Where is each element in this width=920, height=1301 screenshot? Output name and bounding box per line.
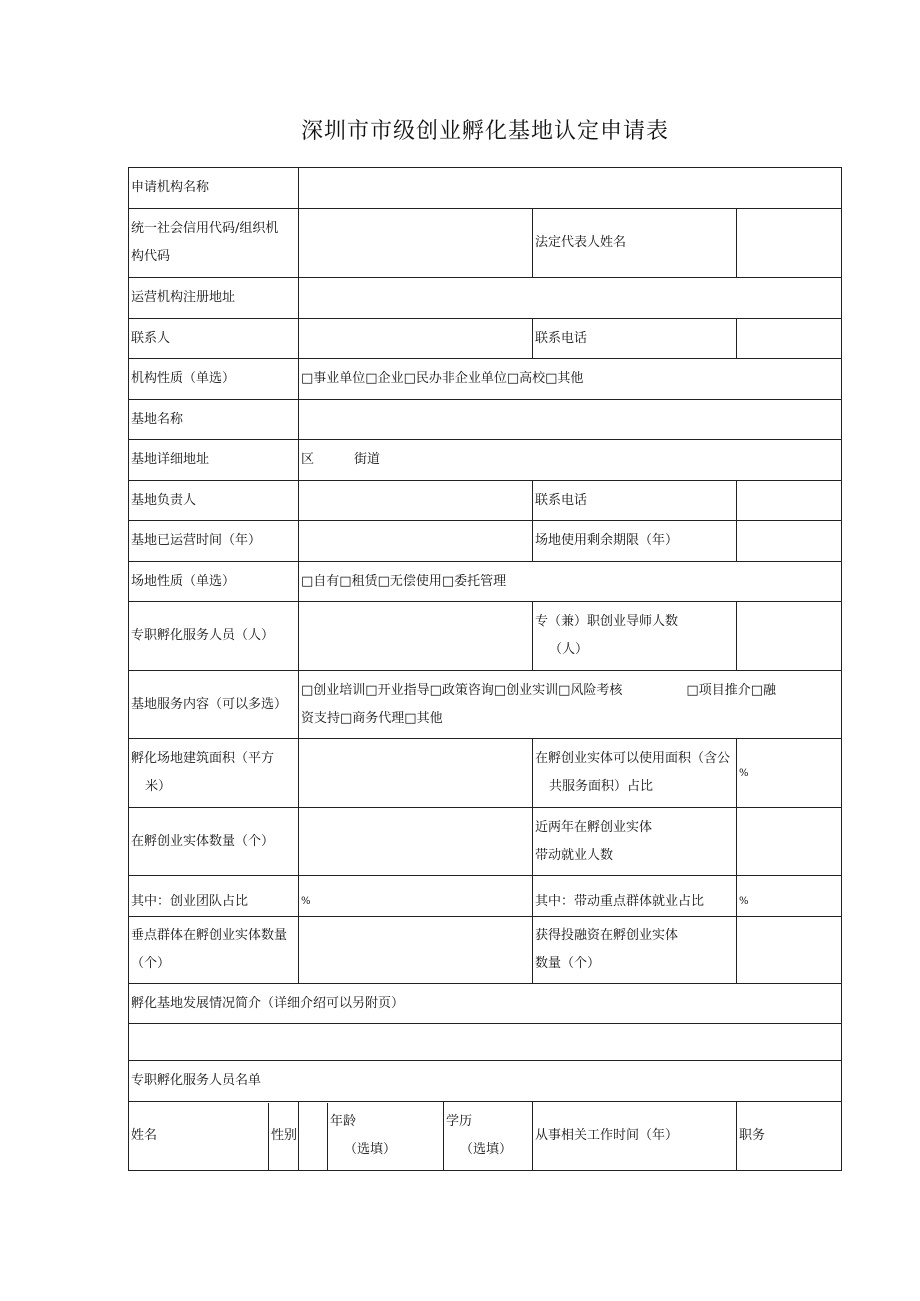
field-base-name[interactable] (299, 400, 842, 440)
field-credit-code[interactable] (299, 209, 533, 278)
field-key-group-ratio[interactable] (737, 876, 842, 917)
field-org-name[interactable] (299, 168, 842, 209)
page-title: 深圳市市级创业孵化基地认定申请表 (300, 119, 669, 144)
field-incubating-count[interactable] (299, 808, 533, 876)
row-services (129, 671, 842, 739)
header-age: 年龄 (330, 1114, 357, 1129)
row-ratios (129, 876, 842, 917)
row-staff-count (129, 602, 842, 671)
row-operating-years (129, 521, 842, 562)
row-reg-address (129, 278, 842, 319)
row-development-content (129, 1024, 842, 1061)
row-contact (129, 319, 842, 359)
field-base-phone[interactable] (737, 481, 842, 521)
label-contact-phone: 联系电话 (533, 319, 737, 359)
staff-name-cell (129, 1102, 299, 1171)
field-mentor-count[interactable] (737, 602, 842, 671)
row-incubating (129, 808, 842, 876)
staff-table-header (129, 1102, 842, 1171)
label-remaining-term: 场地使用剩余期限（年） (533, 521, 737, 562)
field-legal-rep[interactable] (737, 209, 842, 278)
label-staff-list: 专职孵化服务人员名单 (129, 1061, 842, 1102)
label-org-nature: 机构性质（单选） (129, 359, 299, 400)
label-credit-code: 统一社会信用代码/组织机 构代码 (129, 209, 299, 278)
header-education: 学历 （选填） (444, 1102, 533, 1171)
label-site-nature: 场地性质（单选） (129, 562, 299, 602)
percent-sign: % (739, 896, 749, 907)
header-name: 姓名 (131, 1128, 158, 1143)
field-reg-address[interactable] (299, 278, 842, 319)
label-usable-area: 在孵创业实体可以使用面积（含公 共服务面积）占比 (533, 739, 737, 808)
label-mentor-count: 专（兼）职创业导师人数 （人） (533, 602, 737, 671)
label-building-area: 孵化场地建筑面积（平方 米） (129, 739, 299, 808)
header-gender: 性别 (271, 1128, 298, 1143)
field-contact-phone[interactable] (737, 319, 842, 359)
percent-sign: % (301, 896, 311, 907)
row-key-group (129, 917, 842, 984)
label-services: 基地服务内容（可以多选） (129, 671, 299, 739)
label-fulltime-staff: 专职孵化服务人员（人） (129, 602, 299, 671)
header-position: 职务 (737, 1102, 842, 1171)
field-employment[interactable] (737, 808, 842, 876)
field-building-area[interactable] (299, 739, 533, 808)
row-base-address (129, 440, 842, 481)
field-base-address[interactable] (299, 440, 842, 481)
row-credit-code (129, 209, 842, 278)
site-nature-options[interactable]: □自有□租赁□无偿使用□委托管理 (299, 562, 842, 602)
row-org-nature (129, 359, 842, 400)
field-usable-area[interactable] (737, 739, 842, 808)
label-org-name: 申请机构名称 (129, 168, 299, 209)
row-org-name (129, 168, 842, 209)
org-nature-options[interactable]: □事业单位□企业□民办非企业单位□高校□其他 (299, 359, 842, 400)
row-staff-list (129, 1061, 842, 1102)
label-base-name: 基地名称 (129, 400, 299, 440)
label-base-head: 基地负责人 (129, 481, 299, 521)
field-team-ratio[interactable] (299, 876, 533, 917)
street-label: 街道 (354, 452, 381, 467)
field-base-head[interactable] (299, 481, 533, 521)
label-key-group-count: 垂点群体在孵创业实体数量 （个） (129, 917, 299, 984)
label-reg-address: 运营机构注册地址 (129, 278, 299, 319)
field-key-group-count[interactable] (299, 917, 533, 984)
label-key-group-ratio: 其中：带动重点群体就业占比 (533, 876, 737, 917)
row-base-name (129, 400, 842, 440)
field-operating-years[interactable] (299, 521, 533, 562)
row-site-nature (129, 562, 842, 602)
field-remaining-term[interactable] (737, 521, 842, 562)
label-contact: 联系人 (129, 319, 299, 359)
label-financing: 获得投融资在孵创业实体 数量（个） (533, 917, 737, 984)
row-base-head (129, 481, 842, 521)
row-development (129, 984, 842, 1024)
header-gender-extension: 年龄 （选填） (299, 1102, 444, 1171)
label-incubating-count: 在孵创业实体数量（个） (129, 808, 299, 876)
label-development: 孵化基地发展情况简介（详细介绍可以另附页） (129, 984, 842, 1024)
field-development[interactable] (129, 1024, 842, 1061)
label-operating-years: 基地已运营时间（年） (129, 521, 299, 562)
label-team-ratio: 其中：创业团队占比 (129, 876, 299, 917)
application-form-table (128, 167, 842, 1171)
label-employment: 近两年在孵创业实体 带动就业人数 (533, 808, 737, 876)
field-financing[interactable] (737, 917, 842, 984)
field-contact[interactable] (299, 319, 533, 359)
services-options[interactable]: □创业培训□开业指导□政策咨询□创业实训□风险考核 □项目推介□融 资支持□商务代理□其他 (299, 671, 842, 739)
district-label: 区 (301, 452, 315, 467)
row-area (129, 739, 842, 808)
field-fulltime-staff[interactable] (299, 602, 533, 671)
percent-sign: % (739, 767, 749, 779)
header-work-years: 从事相关工作时间（年） (533, 1102, 737, 1171)
label-base-address: 基地详细地址 (129, 440, 299, 481)
label-base-phone: 联系电话 (533, 481, 737, 521)
label-legal-rep: 法定代表人姓名 (533, 209, 737, 278)
